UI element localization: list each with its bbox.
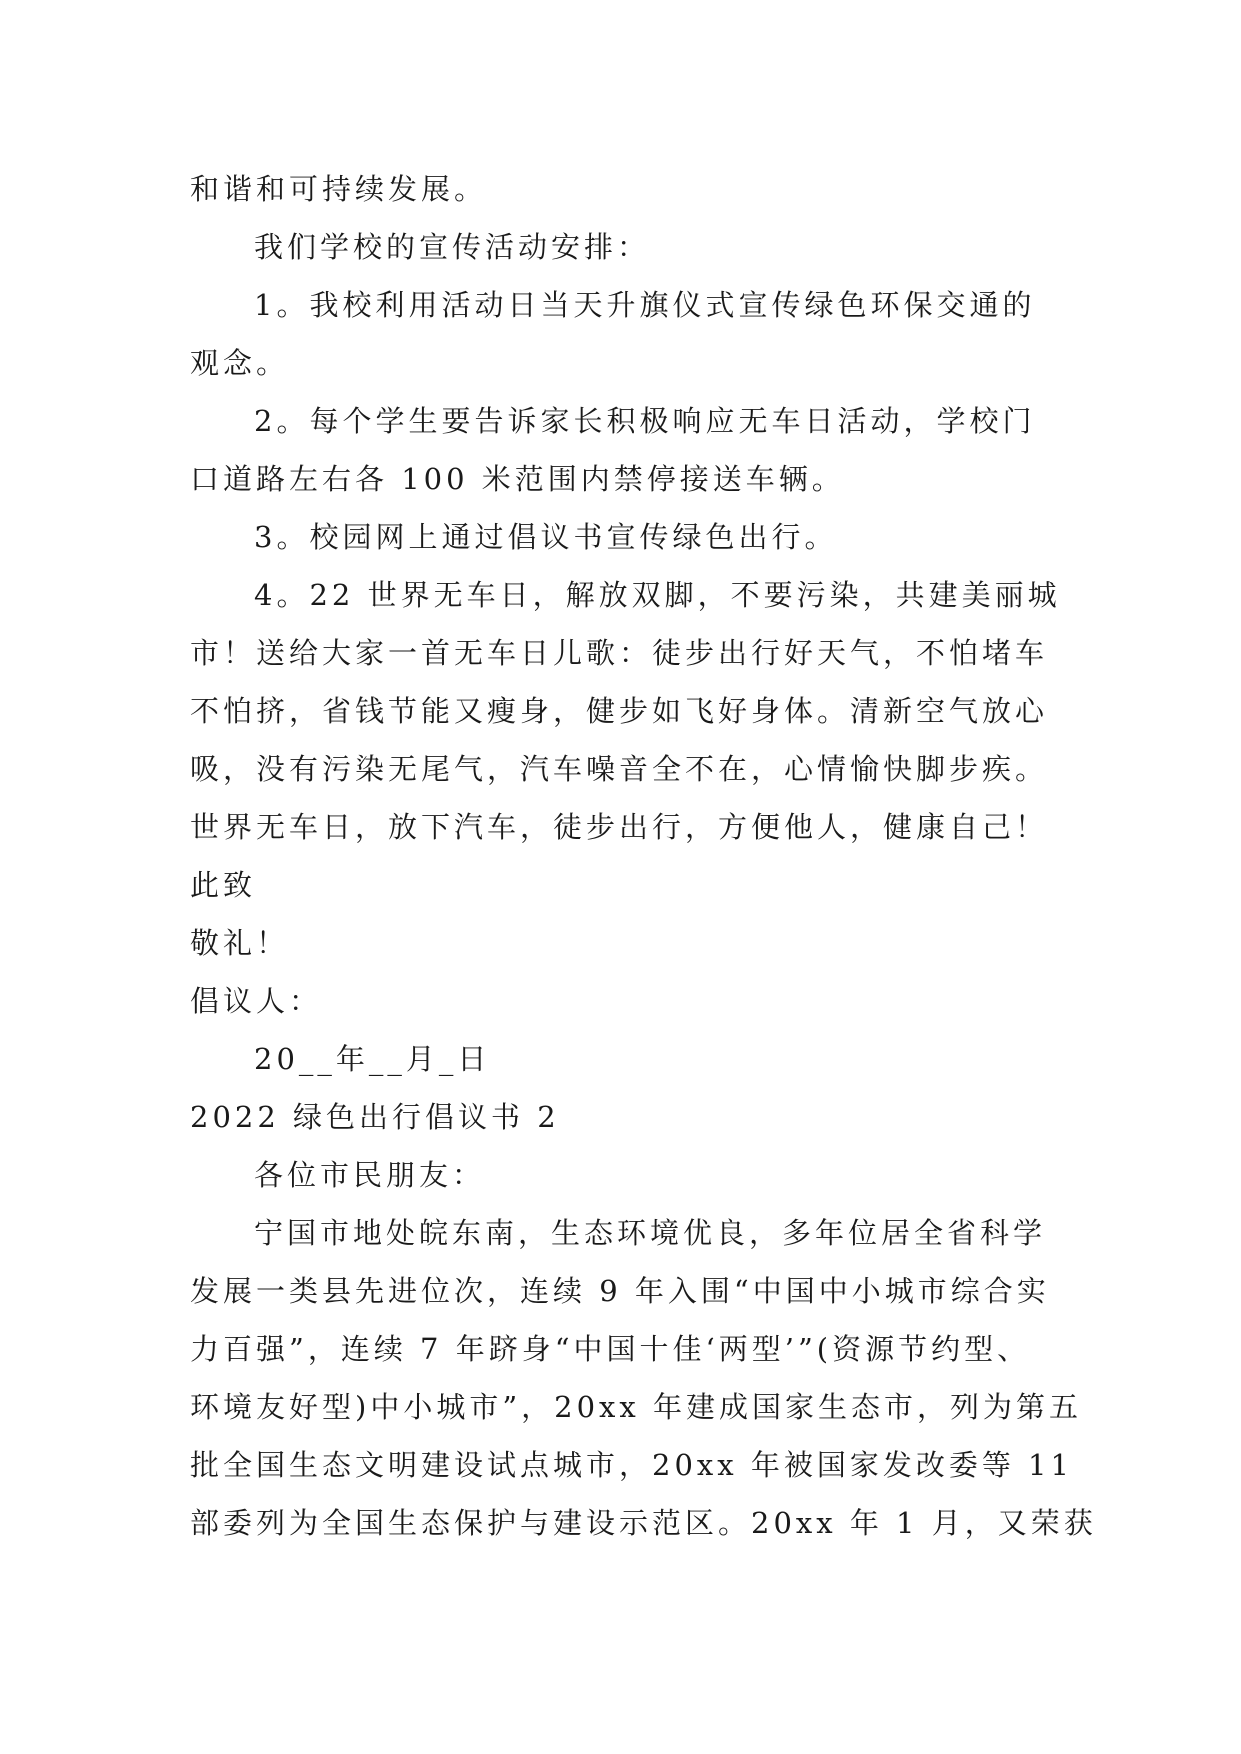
section-title: 2022 绿色出行倡议书 2 [190, 1100, 560, 1134]
text-line: 批全国生态文明建设试点城市，20xx 年被国家发改委等 11 [190, 1448, 1073, 1482]
text-line: 2。每个学生要告诉家长积极响应无车日活动，学校门 [254, 404, 1036, 438]
text-line: 不怕挤，省钱节能又瘦身，健步如飞好身体。清新空气放心 [190, 694, 1049, 728]
text-line: 市！送给大家一首无车日儿歌：徒步出行好天气，不怕堵车 [190, 636, 1049, 670]
text-line: 口道路左右各 100 米范围内禁停接送车辆。 [190, 462, 845, 496]
text-line: 部委列为全国生态保护与建设示范区。20xx 年 1 月，又荣获 [190, 1506, 1097, 1540]
text-line: 1。我校利用活动日当天升旗仪式宣传绿色环保交通的 [254, 288, 1036, 322]
text-line: 环境友好型)中小城市”，20xx 年建成国家生态市，列为第五 [190, 1390, 1082, 1424]
text-line: 和谐和可持续发展。 [190, 172, 488, 206]
text-line: 世界无车日，放下汽车，徒步出行，方便他人，健康自己！ [190, 810, 1049, 844]
closing-salute: 敬礼！ [190, 926, 290, 960]
text-line: 宁国市地处皖东南，生态环境优良，多年位居全省科学 [254, 1216, 1047, 1250]
signature-label: 倡议人： [190, 984, 323, 1018]
text-line: 吸，没有污染无尾气，汽车噪音全不在，心情愉快脚步疾。 [190, 752, 1049, 786]
date-line: 20__年__月_日 [254, 1042, 491, 1076]
document-body [190, 160, 1097, 1552]
text-line: 4。22 世界无车日，解放双脚，不要污染，共建美丽城 [254, 578, 1061, 612]
text-line: 我们学校的宣传活动安排： [254, 230, 651, 264]
text-line: 力百强”，连续 7 年跻身“中国十佳‘两型’”(资源节约型、 [190, 1332, 1031, 1366]
salutation: 各位市民朋友： [254, 1158, 486, 1192]
text-line: 观念。 [190, 346, 290, 380]
closing-line: 此致 [190, 868, 257, 902]
text-line: 发展一类县先进位次，连续 9 年入围“中国中小城市综合实 [190, 1274, 1050, 1308]
text-line: 3。校园网上通过倡议书宣传绿色出行。 [254, 520, 838, 554]
